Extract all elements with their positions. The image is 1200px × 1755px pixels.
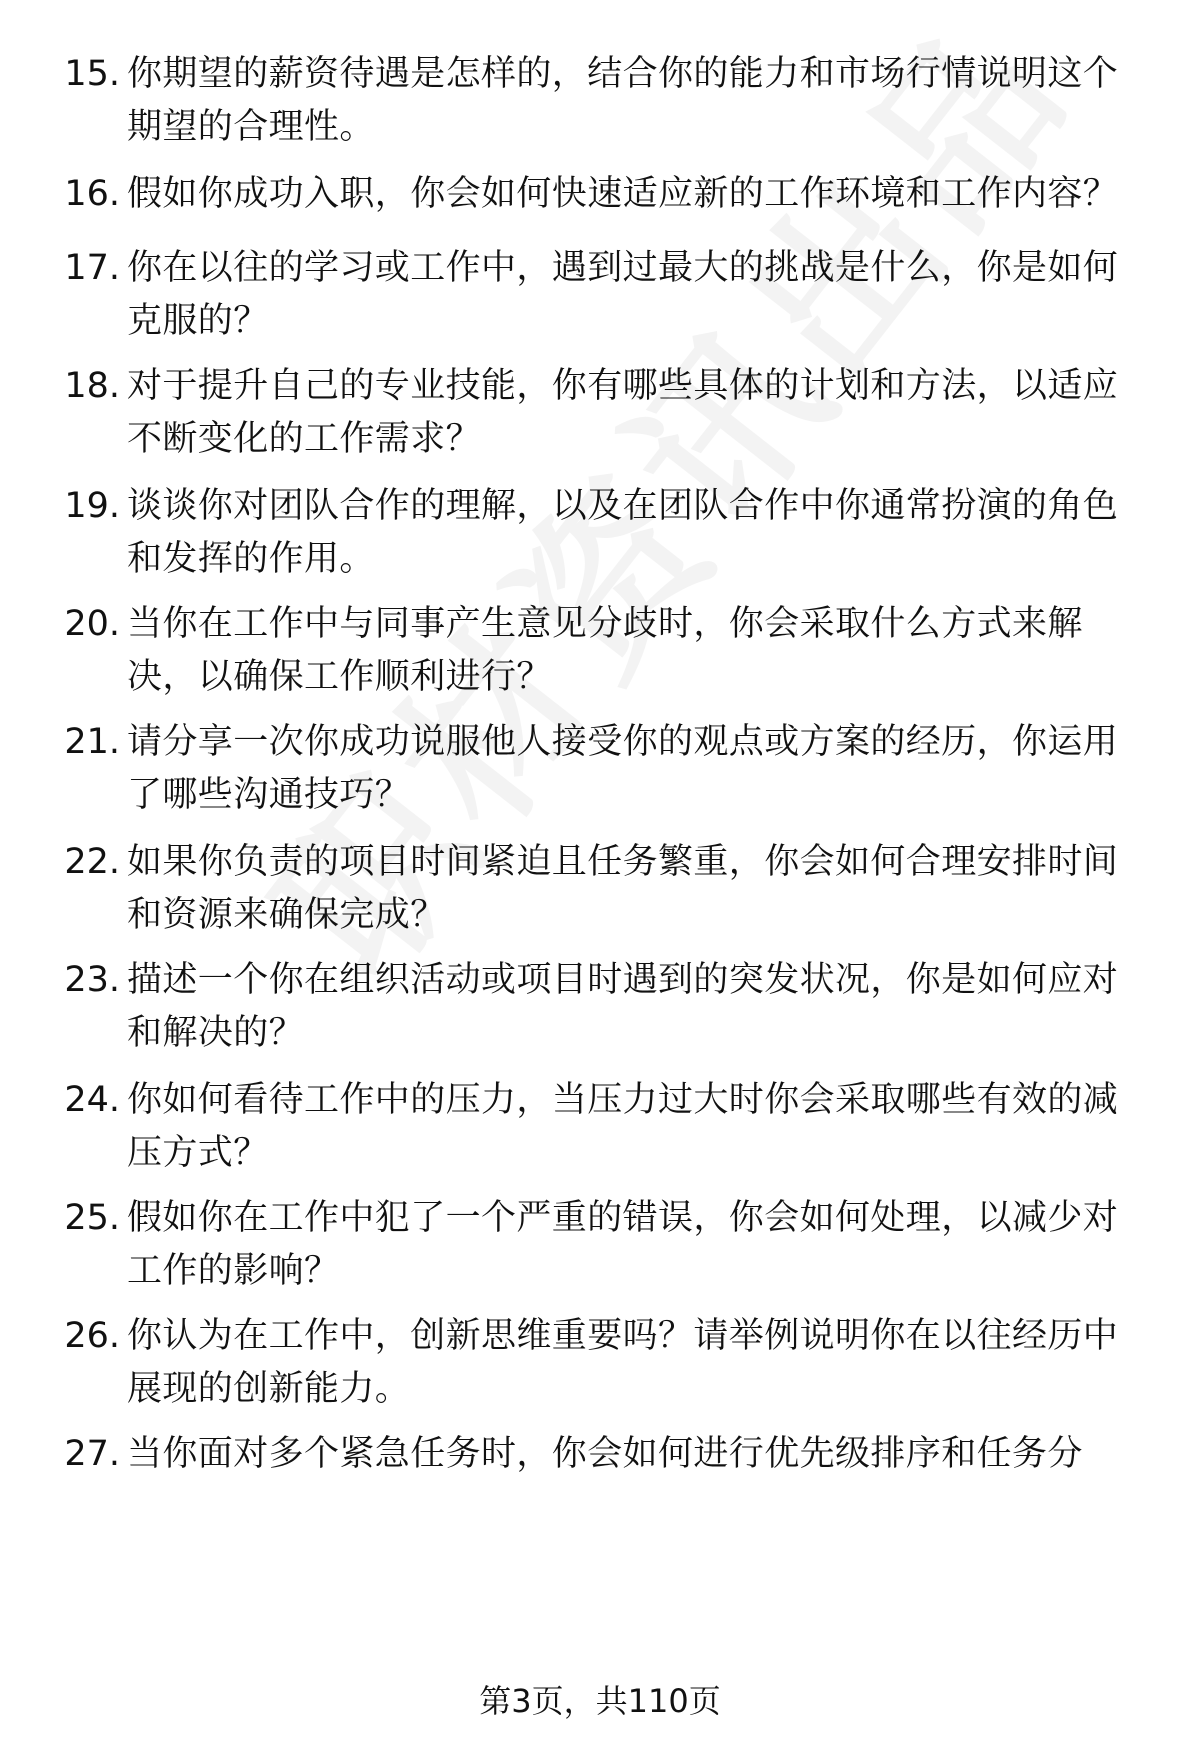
question-line: 谈谈你对团队合作的理解，以及在团队合作中你通常扮演的角色 xyxy=(127,486,1119,526)
question-line: 工作的影响？ xyxy=(127,1251,340,1291)
question-line: 克服的？ xyxy=(127,301,269,341)
question-line: 描述一个你在组织活动或项目时遇到的突发状况，你是如何应对 xyxy=(127,960,1119,1000)
question-text xyxy=(127,954,1187,1060)
question-number: 17. xyxy=(64,248,120,288)
question-number: 22. xyxy=(64,842,120,882)
question-number: 16. xyxy=(64,174,120,214)
question-number: 23. xyxy=(64,960,120,1000)
question-number: 25. xyxy=(64,1198,120,1238)
page-footer: 第3页，共110页 xyxy=(479,1682,721,1720)
question-text xyxy=(127,48,1187,154)
question-line: 当你在工作中与同事产生意见分歧时，你会采取什么方式来解 xyxy=(127,604,1083,644)
question-line: 和资源来确保完成？ xyxy=(127,895,446,935)
question-line: 假如你成功入职，你会如何快速适应新的工作环境和工作内容？ xyxy=(127,174,1119,214)
question-text xyxy=(127,1074,1187,1180)
question-number: 18. xyxy=(64,366,120,406)
question-line: 当你面对多个紧急任务时，你会如何进行优先级排序和任务分 xyxy=(127,1434,1083,1474)
question-line: 展现的创新能力。 xyxy=(127,1369,411,1409)
question-line: 不断变化的工作需求？ xyxy=(127,419,482,459)
question-line: 和发挥的作用。 xyxy=(127,539,375,579)
question-line: 和解决的？ xyxy=(127,1013,305,1053)
question-number: 21. xyxy=(64,722,120,762)
question-line: 如果你负责的项目时间紧迫且任务繁重，你会如何合理安排时间 xyxy=(127,842,1119,882)
question-text xyxy=(127,242,1187,348)
question-number: 15. xyxy=(64,54,120,94)
question-number: 26. xyxy=(64,1316,120,1356)
question-number: 27. xyxy=(64,1434,120,1474)
question-line: 对于提升自己的专业技能，你有哪些具体的计划和方法，以适应 xyxy=(127,366,1119,406)
question-text xyxy=(127,480,1187,586)
question-line: 你如何看待工作中的压力，当压力过大时你会采取哪些有效的减 xyxy=(127,1080,1119,1120)
question-text xyxy=(127,598,1187,704)
question-line: 假如你在工作中犯了一个严重的错误，你会如何处理，以减少对 xyxy=(127,1198,1119,1238)
question-text xyxy=(127,716,1187,822)
question-line: 决，以确保工作顺利进行？ xyxy=(127,657,552,697)
question-number: 19. xyxy=(64,486,120,526)
question-text xyxy=(127,836,1187,942)
question-number: 24. xyxy=(64,1080,120,1120)
question-text xyxy=(127,168,1187,221)
question-line: 你认为在工作中，创新思维重要吗？请举例说明你在以往经历中 xyxy=(127,1316,1119,1356)
question-line: 期望的合理性。 xyxy=(127,107,375,147)
question-line: 压方式？ xyxy=(127,1133,269,1173)
question-line: 了哪些沟通技巧？ xyxy=(127,775,411,815)
question-number: 20. xyxy=(64,604,120,644)
question-text xyxy=(127,1192,1187,1298)
question-text xyxy=(127,1310,1187,1416)
question-line: 你在以往的学习或工作中，遇到过最大的挑战是什么，你是如何 xyxy=(127,248,1119,288)
question-text xyxy=(127,1428,1187,1481)
question-text xyxy=(127,360,1187,466)
question-line: 请分享一次你成功说服他人接受你的观点或方案的经历，你运用 xyxy=(127,722,1119,762)
question-line: 你期望的薪资待遇是怎样的，结合你的能力和市场行情说明这个 xyxy=(127,54,1119,94)
